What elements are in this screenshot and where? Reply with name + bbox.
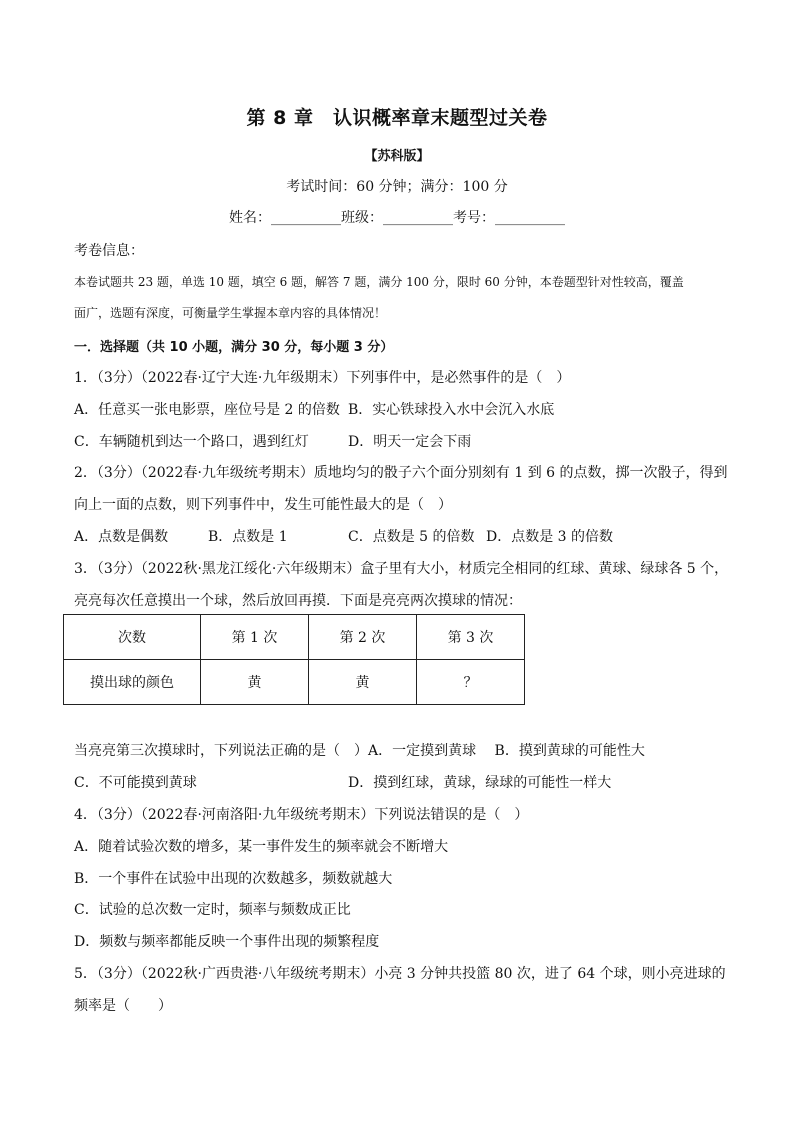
q1-option-c: C．车辆随机到达一个路口，遇到红灯 bbox=[74, 434, 309, 450]
table-cell: 摸出球的颜色 bbox=[64, 660, 201, 705]
page-title: 第 8 章 认识概率章末题型过关卷 bbox=[246, 107, 548, 129]
q1-option-d: D．明天一定会下雨 bbox=[348, 434, 472, 450]
q4-stem: 4．（3分）（2022春·河南洛阳·九年级统考期末）下列说法错误的是（ ） bbox=[74, 807, 529, 823]
student-fields: 姓名：__________班级：__________考号：__________ bbox=[229, 210, 565, 226]
q3-stem-line-1: 3．（3分）（2022秋·黑龙江绥化·六年级期末）盒子里有大小，材质完全相同的红球、黄球、绿球各 5 个， bbox=[74, 561, 729, 577]
table-cell: ？ bbox=[416, 660, 524, 705]
q3-stem-line-2: 亮亮每次任意摸出一个球，然后放回再摸．下面是亮亮两次摸球的情况： bbox=[74, 593, 522, 609]
q2-option-a: A．点数是偶数 bbox=[74, 529, 169, 545]
q1-option-a: A．任意买一张电影票，座位号是 2 的倍数 bbox=[74, 402, 340, 418]
q4-option-b: B．一个事件在试验中出现的次数越多，频数就越大 bbox=[74, 871, 393, 887]
q1-option-b: B．实心铁球投入水中会沉入水底 bbox=[348, 402, 555, 418]
table-header-cell: 第 2 次 bbox=[309, 615, 417, 660]
q1-stem: 1．（3分）（2022春·辽宁大连·九年级期末）下列事件中，是必然事件的是（ ） bbox=[74, 370, 571, 386]
edition-label: 【苏科版】 bbox=[364, 149, 430, 164]
table-cell: 黄 bbox=[309, 660, 417, 705]
table-header-cell: 第 3 次 bbox=[416, 615, 524, 660]
q4-option-c: C．试验的总次数一定时，频率与频数成正比 bbox=[74, 902, 351, 918]
q3-stem-line-3: 当亮亮第三次摸球时，下列说法正确的是（ ）A．一定摸到黄球 B．摸到黄球的可能性大 bbox=[74, 743, 645, 759]
q3-option-c: C．不可能摸到黄球 bbox=[74, 775, 197, 791]
info-label: 考卷信息： bbox=[74, 243, 144, 259]
q4-option-a: A．随着试验次数的增多，某一事件发生的频率就会不断增大 bbox=[74, 839, 449, 855]
q2-option-b: B．点数是 1 bbox=[208, 529, 288, 545]
exam-time: 考试时间：60 分钟；满分：100 分 bbox=[286, 179, 508, 195]
info-line-1: 本卷试题共 23 题，单选 10 题，填空 6 题，解答 7 题，满分 100 分，限时 60 分钟，本卷题型针对性较高，覆盖 bbox=[74, 275, 684, 289]
q5-stem-line-1: 5．（3分）（2022秋·广西贵港·八年级统考期末）小亮 3 分钟共投篮 80 次，进了 64 个球，则小亮进球的 bbox=[74, 966, 726, 982]
q3-option-d: D．摸到红球，黄球，绿球的可能性一样大 bbox=[348, 775, 612, 791]
table-header-cell: 次数 bbox=[64, 615, 201, 660]
q5-stem-line-2: 频率是（ ） bbox=[74, 998, 172, 1014]
table-row bbox=[64, 615, 525, 660]
q2-stem-line-2: 向上一面的点数，则下列事件中，发生可能性最大的是（ ） bbox=[74, 497, 452, 513]
table-cell: 黄 bbox=[201, 660, 309, 705]
q3-table bbox=[63, 614, 525, 705]
table-row bbox=[64, 660, 525, 705]
q2-option-c: C．点数是 5 的倍数 bbox=[348, 529, 475, 545]
section-heading: 一．选择题（共 10 小题，满分 30 分，每小题 3 分） bbox=[74, 340, 394, 355]
table-header-cell: 第 1 次 bbox=[201, 615, 309, 660]
q4-option-d: D．频数与频率都能反映一个事件出现的频繁程度 bbox=[74, 934, 380, 950]
q2-stem-line-1: 2．（3分）（2022春·九年级统考期末）质地均匀的骰子六个面分别刻有 1 到 6 的点数，掷一次骰子，得到 bbox=[74, 465, 728, 481]
q2-option-d: D．点数是 3 的倍数 bbox=[486, 529, 614, 545]
info-line-2: 面广，选题有深度，可衡量学生掌握本章内容的具体情况！ bbox=[74, 306, 387, 320]
